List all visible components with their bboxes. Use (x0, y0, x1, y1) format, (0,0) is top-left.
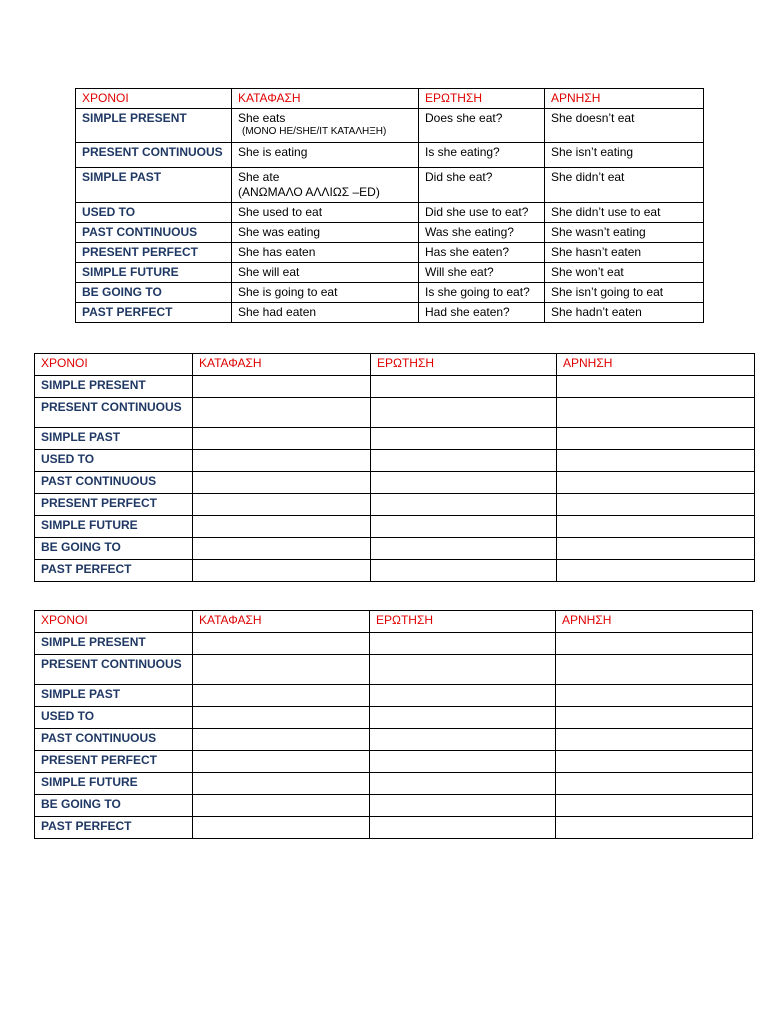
negative-cell: She hadn’t eaten (545, 303, 704, 323)
blank-affirmative-cell[interactable] (193, 751, 370, 773)
blank-affirmative-cell[interactable] (193, 560, 371, 582)
blank-negative-cell[interactable] (557, 428, 755, 450)
question-cell: Does she eat? (419, 109, 545, 143)
table-row (35, 707, 753, 729)
blank-affirmative-cell[interactable] (193, 795, 370, 817)
blank-affirmative-cell[interactable] (193, 773, 370, 795)
blank-negative-cell[interactable] (556, 633, 753, 655)
blank-affirmative-cell[interactable] (193, 817, 370, 839)
blank-question-cell[interactable] (370, 795, 556, 817)
blank-affirmative-cell[interactable] (193, 538, 371, 560)
tense-cell: PRESENT CONTINUOUS (35, 655, 193, 685)
affirmative-text: She ate (238, 170, 280, 184)
table-row (35, 538, 755, 560)
table-row (35, 655, 753, 685)
blank-affirmative-cell[interactable] (193, 729, 370, 751)
affirmative-note: (ΑΝΩΜΑΛΟ ΑΛΛΙΩΣ –ED) (238, 185, 380, 199)
table-row (76, 243, 704, 263)
affirmative-cell: She was eating (232, 223, 419, 243)
header-question: ΕΡΩΤΗΣΗ (419, 89, 545, 109)
negative-cell: She wasn’t eating (545, 223, 704, 243)
blank-question-cell[interactable] (371, 472, 557, 494)
blank-affirmative-cell[interactable] (193, 707, 370, 729)
tense-cell: USED TO (35, 450, 193, 472)
header-negative: ΑΡΝΗΣΗ (556, 611, 753, 633)
blank-question-cell[interactable] (370, 729, 556, 751)
table-row (35, 817, 753, 839)
blank-negative-cell[interactable] (556, 685, 753, 707)
negative-cell: She hasn’t eaten (545, 243, 704, 263)
header-tenses: ΧΡΟΝΟΙ (76, 89, 232, 109)
blank-tense-table-2 (34, 610, 753, 839)
blank-question-cell[interactable] (371, 428, 557, 450)
table-row (35, 428, 755, 450)
blank-negative-cell[interactable] (557, 450, 755, 472)
tense-cell: PRESENT PERFECT (35, 751, 193, 773)
tense-cell: BE GOING TO (35, 795, 193, 817)
table-row (35, 398, 755, 428)
blank-negative-cell[interactable] (556, 729, 753, 751)
table-row (35, 376, 755, 398)
tense-cell: BE GOING TO (76, 283, 232, 303)
blank-affirmative-cell[interactable] (193, 376, 371, 398)
blank-negative-cell[interactable] (556, 707, 753, 729)
blank-negative-cell[interactable] (557, 376, 755, 398)
table-row (76, 263, 704, 283)
header-affirmative: ΚΑΤΑΦΑΣΗ (193, 611, 370, 633)
table-row (76, 109, 704, 143)
blank-affirmative-cell[interactable] (193, 398, 371, 428)
tense-cell: PRESENT CONTINUOUS (35, 398, 193, 428)
tense-cell: BE GOING TO (35, 538, 193, 560)
blank-affirmative-cell[interactable] (193, 494, 371, 516)
tense-cell: SIMPLE FUTURE (35, 773, 193, 795)
blank-negative-cell[interactable] (556, 795, 753, 817)
blank-question-cell[interactable] (371, 376, 557, 398)
table-row (76, 223, 704, 243)
question-cell: Will she eat? (419, 263, 545, 283)
table-row (76, 168, 704, 203)
question-cell: Is she going to eat? (419, 283, 545, 303)
blank-affirmative-cell[interactable] (193, 450, 371, 472)
blank-question-cell[interactable] (370, 751, 556, 773)
table-row (76, 303, 704, 323)
question-cell: Is she eating? (419, 143, 545, 168)
affirmative-cell: She used to eat (232, 203, 419, 223)
tense-cell: PAST PERFECT (76, 303, 232, 323)
blank-negative-cell[interactable] (557, 494, 755, 516)
table-row (35, 685, 753, 707)
blank-question-cell[interactable] (371, 538, 557, 560)
negative-cell: She isn’t going to eat (545, 283, 704, 303)
tense-cell: SIMPLE PRESENT (35, 376, 193, 398)
blank-negative-cell[interactable] (556, 751, 753, 773)
tense-cell: PAST CONTINUOUS (35, 472, 193, 494)
blank-question-cell[interactable] (371, 560, 557, 582)
table-row (35, 472, 755, 494)
tense-cell: USED TO (35, 707, 193, 729)
table-row (35, 773, 753, 795)
blank-negative-cell[interactable] (557, 538, 755, 560)
header-tenses: ΧΡΟΝΟΙ (35, 611, 193, 633)
tense-cell: SIMPLE FUTURE (35, 516, 193, 538)
blank-negative-cell[interactable] (557, 398, 755, 428)
tense-cell: PAST PERFECT (35, 817, 193, 839)
blank-affirmative-cell[interactable] (193, 428, 371, 450)
affirmative-cell: She will eat (232, 263, 419, 283)
affirmative-cell (232, 109, 419, 143)
tense-cell: SIMPLE PRESENT (35, 633, 193, 655)
blank-question-cell[interactable] (371, 516, 557, 538)
blank-negative-cell[interactable] (557, 516, 755, 538)
table-row (35, 450, 755, 472)
blank-negative-cell[interactable] (556, 773, 753, 795)
tense-cell: SIMPLE FUTURE (76, 263, 232, 283)
header-tenses: ΧΡΟΝΟΙ (35, 354, 193, 376)
blank-negative-cell[interactable] (556, 655, 753, 685)
table-row (35, 729, 753, 751)
tense-cell: PAST CONTINUOUS (35, 729, 193, 751)
filled-tense-table (75, 88, 704, 323)
negative-cell: She didn’t eat (545, 168, 704, 203)
header-affirmative: ΚΑΤΑΦΑΣΗ (232, 89, 419, 109)
table-row (76, 203, 704, 223)
blank-question-cell[interactable] (370, 707, 556, 729)
affirmative-cell: She has eaten (232, 243, 419, 263)
table-row (35, 633, 753, 655)
blank-negative-cell[interactable] (556, 817, 753, 839)
negative-cell: She won’t eat (545, 263, 704, 283)
affirmative-note: (ΜΟΝΟ HE/SHE/IT ΚΑΤΑΛΗΞΗ) (242, 126, 387, 137)
affirmative-cell: She is going to eat (232, 283, 419, 303)
affirmative-cell (232, 168, 419, 203)
header-row (76, 89, 704, 109)
question-cell: Has she eaten? (419, 243, 545, 263)
affirmative-cell: She had eaten (232, 303, 419, 323)
header-row (35, 354, 755, 376)
header-question: ΕΡΩΤΗΣΗ (370, 611, 556, 633)
blank-negative-cell[interactable] (557, 560, 755, 582)
tense-cell: SIMPLE PAST (76, 168, 232, 203)
blank-affirmative-cell[interactable] (193, 655, 370, 685)
tense-cell: PRESENT PERFECT (35, 494, 193, 516)
blank-affirmative-cell[interactable] (193, 633, 370, 655)
blank-question-cell[interactable] (371, 398, 557, 428)
tense-cell: PAST CONTINUOUS (76, 223, 232, 243)
question-cell: Did she use to eat? (419, 203, 545, 223)
tense-cell: PRESENT CONTINUOUS (76, 143, 232, 168)
question-cell: Did she eat? (419, 168, 545, 203)
tense-cell: PAST PERFECT (35, 560, 193, 582)
table-row (35, 516, 755, 538)
header-row (35, 611, 753, 633)
blank-negative-cell[interactable] (557, 472, 755, 494)
tense-cell: USED TO (76, 203, 232, 223)
blank-question-cell[interactable] (370, 685, 556, 707)
blank-question-cell[interactable] (370, 655, 556, 685)
negative-cell: She didn’t use to eat (545, 203, 704, 223)
table-row (76, 143, 704, 168)
table-row (76, 283, 704, 303)
blank-question-cell[interactable] (370, 817, 556, 839)
blank-affirmative-cell[interactable] (193, 516, 371, 538)
affirmative-cell: She is eating (232, 143, 419, 168)
negative-cell: She doesn’t eat (545, 109, 704, 143)
blank-affirmative-cell[interactable] (193, 472, 371, 494)
table-row (35, 751, 753, 773)
tense-cell: SIMPLE PRESENT (76, 109, 232, 143)
tense-cell: SIMPLE PAST (35, 685, 193, 707)
table-row (35, 494, 755, 516)
header-negative: ΑΡΝΗΣΗ (557, 354, 755, 376)
blank-question-cell[interactable] (371, 494, 557, 516)
blank-affirmative-cell[interactable] (193, 685, 370, 707)
blank-tense-table-1 (34, 353, 755, 582)
affirmative-text: She eats (238, 111, 286, 125)
negative-cell: She isn’t eating (545, 143, 704, 168)
question-cell: Had she eaten? (419, 303, 545, 323)
blank-question-cell[interactable] (370, 773, 556, 795)
blank-question-cell[interactable] (371, 450, 557, 472)
header-question: ΕΡΩΤΗΣΗ (371, 354, 557, 376)
table-row (35, 795, 753, 817)
header-affirmative: ΚΑΤΑΦΑΣΗ (193, 354, 371, 376)
header-negative: ΑΡΝΗΣΗ (545, 89, 704, 109)
tense-cell: SIMPLE PAST (35, 428, 193, 450)
tense-cell: PRESENT PERFECT (76, 243, 232, 263)
table-row (35, 560, 755, 582)
question-cell: Was she eating? (419, 223, 545, 243)
blank-question-cell[interactable] (370, 633, 556, 655)
